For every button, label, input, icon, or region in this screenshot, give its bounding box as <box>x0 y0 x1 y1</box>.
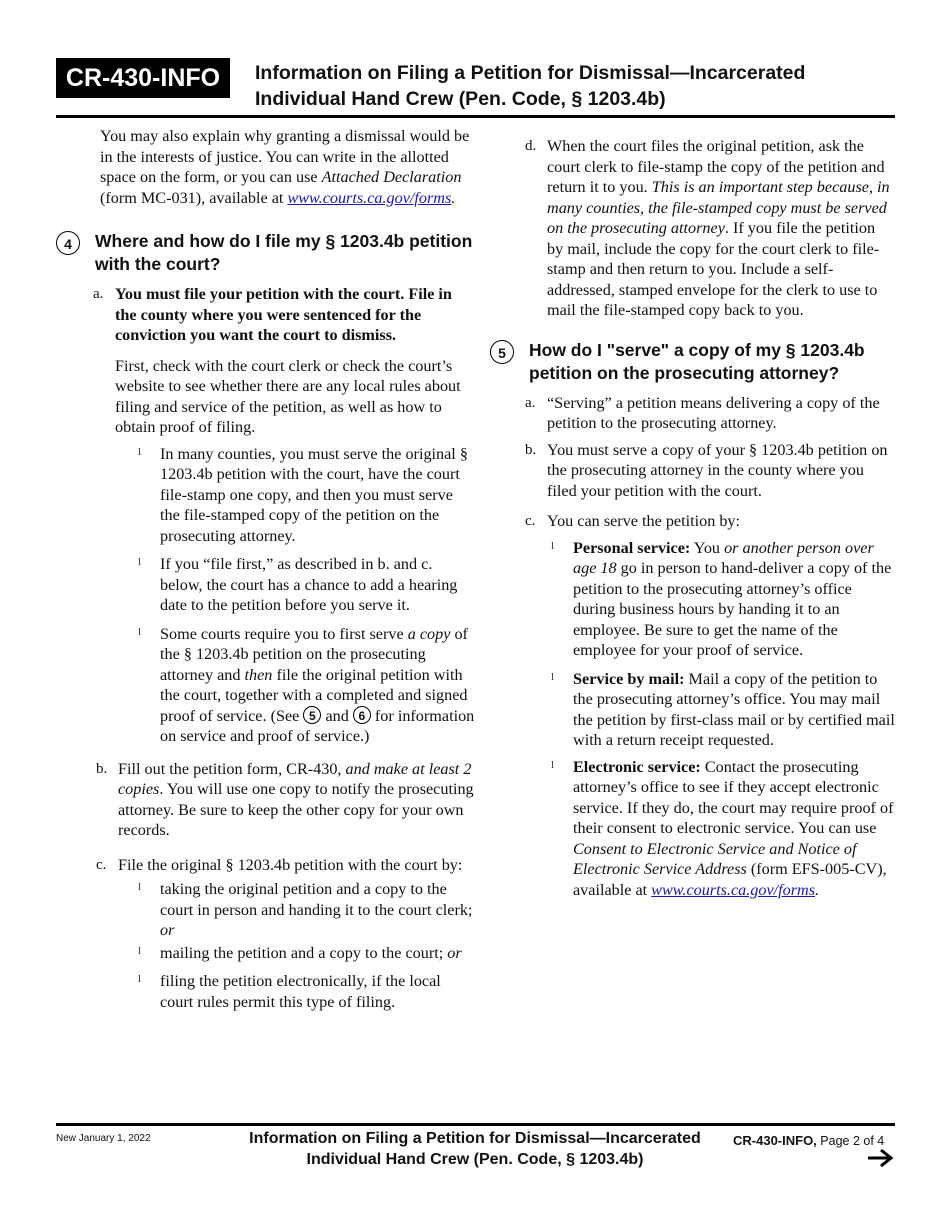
bullet-text: filing the petition electronically, if the local court rules permit this type of filing. <box>160 972 441 1011</box>
section-5-number: 5 <box>490 340 514 364</box>
bullet-mark: l <box>138 445 142 458</box>
text: for information on service and proof of service.) <box>160 706 475 745</box>
intro-text: You may also explain why granting a dismissal would be in the interests of justice. You can write in the allotted space on the form, or you can use <box>100 127 470 186</box>
item-label: d. <box>525 138 537 154</box>
text-bold: Electronic service: <box>573 757 701 776</box>
section-6-ref: 6 <box>353 706 371 724</box>
bullet-mark: l <box>138 625 142 638</box>
text: . If you file the petition by mail, include the copy for the court clerk to file-stamp and then return to you. Include a self-addressed, stamped envelope for the clerk to use to mail the file-stamped copy back to you. <box>547 219 880 319</box>
text-italic: and make at least 2 copies <box>118 759 472 798</box>
item-label: a. <box>93 286 104 302</box>
section-4-number: 4 <box>56 231 80 255</box>
page-title-line-2: Individual Hand Crew (Pen. Code, § 1203.4b) <box>255 88 666 110</box>
text: Contact the prosecuting attorney’s office to see if they accept electronic service. If they do, the court may require proof of their consent to electronic service. You can use <box>573 757 894 837</box>
footer-title-line-1: Information on Filing a Petition for Dismissal—Incarcerated <box>249 1130 701 1147</box>
text: You <box>690 538 725 557</box>
next-page-arrow-icon <box>866 1147 894 1169</box>
text-bold: Personal service: <box>573 538 691 557</box>
item-label: b. <box>525 441 537 458</box>
section-4-item-c <box>96 855 476 1013</box>
bullet-text <box>573 669 895 751</box>
item-text: You must serve a copy of your § 1203.4b petition on the prosecuting attorney in the county where you filed your petition with the court. <box>547 440 888 500</box>
item-d-text <box>547 136 895 321</box>
item-label: c. <box>525 513 536 529</box>
page-title <box>255 60 895 112</box>
text: go in person to hand-deliver a copy of the petition to the prosecuting attorney’s office during business hours by handing it to an employee. Be sure to get the name of the employee for your proof of service. <box>573 559 892 659</box>
item-a-bold-text: You must file your petition with the court. File in the county where you were sentenced for the conviction you want the court to dismiss. <box>115 285 452 344</box>
text-italic: Consent to Electronic Service and Notice of Electronic Service Address <box>573 839 857 878</box>
list-item <box>551 538 895 661</box>
bullet-text: In many counties, you must serve the original § 1203.4b petition with the court, have the court file-stamp one copy, and then you must serve the file-stamped copy of the petition on the prosecuting attorney. <box>160 444 468 545</box>
list-item <box>138 971 476 1012</box>
text: . You will use one copy to notify the prosecuting attorney. Be sure to keep the other copy for your own records. <box>118 780 474 839</box>
section-5-item-b <box>525 440 895 502</box>
footer-form-code: CR-430-INFO, <box>733 1133 817 1148</box>
text-italic: or <box>160 921 175 939</box>
item-label: b. <box>96 760 108 777</box>
section-4-heading <box>56 230 476 276</box>
bullet-mark: l <box>138 973 142 985</box>
footer-date: New January 1, 2022 <box>56 1133 151 1144</box>
text: Fill out the petition form, CR-430, <box>118 759 346 778</box>
footer-page-info <box>733 1133 884 1148</box>
bullet-mark: l <box>138 556 142 568</box>
courts-forms-link[interactable]: www.courts.ca.gov/forms <box>287 188 452 207</box>
form-code-badge: CR-430-INFO <box>56 58 230 98</box>
text-italic: or <box>447 943 462 962</box>
item-c-text: File the original § 1203.4b petition with the court by: <box>118 855 463 874</box>
bullet-mark: l <box>551 758 555 771</box>
list-item <box>551 669 895 751</box>
text: Some courts require you to first serve <box>160 624 408 643</box>
text-italic: This is an important step because, in many counties, the file-stamped copy must be served on the prosecuting attorney <box>547 178 890 237</box>
page-title-line-1: Information on Filing a Petition for Dismissal—Incarcerated <box>255 62 806 84</box>
list-item <box>138 554 476 616</box>
section-5-heading <box>490 339 895 385</box>
text: and <box>321 706 353 725</box>
list-item <box>551 757 895 901</box>
section-4-item-b <box>96 759 476 841</box>
footer-title <box>230 1128 720 1170</box>
item-a-paragraph: First, check with the court clerk or check the court’s website to see whether there are any local rules about filing and service of the petition, as well as how to obtain proof of filing. <box>115 356 461 436</box>
list-item <box>138 879 476 941</box>
bullet-text <box>573 538 895 661</box>
list-item <box>138 624 476 747</box>
text: file the original petition with the court, together with a completed and signed proof of service. (See <box>160 665 468 725</box>
text-italic: a copy <box>407 624 451 643</box>
text-italic: or another person over age 18 <box>573 538 874 577</box>
list-item <box>138 943 476 964</box>
intro-period: . <box>451 188 456 207</box>
text: taking the original petition and a copy to the court in person and handing it to the court clerk; <box>160 880 473 919</box>
section-5-item-a <box>525 393 895 434</box>
item-text: You can serve the petition by: <box>547 512 741 530</box>
bullet-text <box>160 943 476 964</box>
text: When the court files the original petition, ask the court clerk to file-stamp the copy of the petition and return it to you. <box>547 137 885 196</box>
item-label: c. <box>96 856 107 873</box>
item-text: “Serving” a petition means delivering a copy of the petition to the prosecuting attorney. <box>547 393 880 432</box>
text-italic: . <box>815 880 820 899</box>
right-column <box>490 136 895 900</box>
footer-title-line-2: Individual Hand Crew (Pen. Code, § 1203.4b) <box>306 1151 644 1168</box>
bullet-mark: l <box>138 944 142 957</box>
section-4-item-a <box>93 284 476 747</box>
footer-rule <box>56 1123 895 1126</box>
bullet-mark: l <box>551 539 555 552</box>
section-5-item-c <box>525 511 895 900</box>
intro-form-name: Attached Declaration <box>321 168 462 186</box>
intro-paragraph <box>100 126 476 208</box>
text: Mail a copy of the petition to the prosecuting attorney’s office. You may mail the petition by first-class mail or by certified mail with a return receipt requested. <box>573 669 895 749</box>
header-rule <box>56 115 895 118</box>
item-b-text <box>118 759 476 841</box>
section-5-ref: 5 <box>303 706 321 724</box>
bullet-text: If you “file first,” as described in b. and c. below, the court has a chance to add a hearing date to the petition before you serve it. <box>160 555 458 614</box>
section-5-heading-text: How do I "serve" a copy of my § 1203.4b petition on the prosecuting attorney? <box>529 339 865 383</box>
section-4-item-d <box>525 136 895 321</box>
bullet-text <box>573 757 895 901</box>
list-item <box>138 444 476 547</box>
bullet-mark: l <box>138 881 142 893</box>
courts-forms-link[interactable]: www.courts.ca.gov/forms <box>651 880 816 899</box>
bullet-text <box>160 879 476 941</box>
footer-page-number: Page 2 of 4 <box>820 1134 885 1148</box>
item-label: a. <box>525 394 536 411</box>
text: of the § 1203.4b petition on the prosecuting attorney and <box>160 624 468 684</box>
text-italic: then <box>244 665 273 684</box>
text: mailing the petition and a copy to the court; <box>160 943 448 962</box>
left-column <box>56 126 476 1012</box>
section-4-heading-text: Where and how do I file my § 1203.4b petition with the court? <box>95 231 473 274</box>
bullet-mark: l <box>551 670 555 683</box>
intro-text-2: (form MC-031), available at <box>100 188 288 207</box>
bullet-text <box>160 624 476 747</box>
text: (form EFS-005-CV), available at <box>573 860 887 899</box>
text-bold: Service by mail: <box>573 669 685 688</box>
